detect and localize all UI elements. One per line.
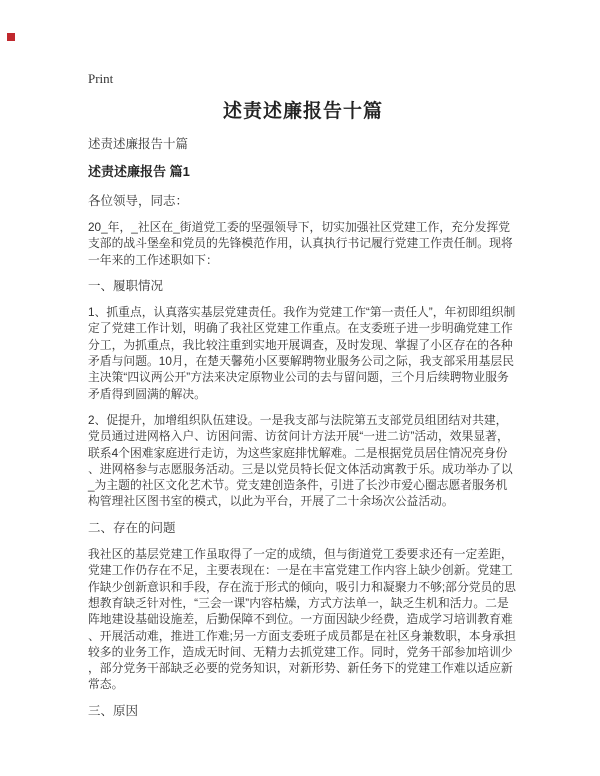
- section-2-paragraph-1: 我社区的基层党建工作虽取得了一定的成绩，但与街道党工委要求还有一定差距，党建工作仍存在不足，主要表现在：一是在丰富党建工作内容上缺少创新。党建工作缺少创新意识和手段，存在流于形式的倾向，吸引力和凝聚力不够;部分党员的思想教育缺乏针对性，“三会一课”内容枯燥，方式方法单一，缺乏生机和活力。二是阵地建设基础设施差，后勤保障不到位。一方面因缺少经费，造成学习培训教育难、开展活动难，推进工作难;另一方面支委班子成员都是在社区身兼数职，本身承担较多的业务工作，造成无时间、无精力去抓党建工作。同时，党务干部参加培训少，部分党务干部缺乏必要的党务知识，对新形势、新任务下的党建工作难以适应新常态。: [88, 547, 516, 692]
- section-heading-3: 三、原因: [88, 703, 139, 718]
- section-heading-2: 二、存在的问题: [88, 520, 176, 535]
- document-subtitle: 述责述廉报告十篇: [88, 137, 189, 151]
- report-part-heading: 述责述廉报告 篇1: [88, 164, 190, 179]
- section-heading-1: 一、履职情况: [88, 278, 164, 293]
- greeting-line: 各位领导，同志：: [88, 194, 189, 208]
- print-button[interactable]: Print: [88, 71, 114, 86]
- red-marker-square: [7, 33, 15, 41]
- section-1-paragraph-2: 2、促提升，加增组织队伍建设。一是我支部与法院第五支部党员组团结对共建，党员通过进网格入户、访困问需、访贫问计方法开展“一进二访”活动，效果显著，联系4个困难家庭进行走访，为这些家庭排忧解难。二是根据党员居住情况亮身份、进网格参与志愿服务活动。三是以党员特长促文体活动寓教于乐。成功举办了以_为主题的社区文化艺术节。党支建创造条件，引进了长沙市爱心圈志愿者服务机构管理社区图书室的模式，以此为平台，开展了二十余场次公益活动。: [88, 412, 513, 509]
- intro-paragraph: 20_年，_社区在_街道党工委的坚强领导下，切实加强社区党建工作，充分发挥党支部的战斗堡垒和党员的先锋模范作用，认真执行书记履行党建工作责任制。现将一年来的工作述职如下：: [88, 220, 513, 267]
- section-1-paragraph-1: 1、抓重点，认真落实基层党建责任。我作为党建工作“第一责任人”，年初即组织制定了党建工作计划，明确了我社区党建工作重点。在支委班子进一步明确党建工作分工，为抓重点，我比较注重到实地开展调查，及时发现、掌握了小区存在的各种矛盾与问题。10月，在楚天馨苑小区要解聘物业服务公司之际，我支部采用基层民主决策“四议两公开”方法来决定原物业公司的去与留问题，三个月后续聘物业服务矛盾得到圆满的解决。: [88, 305, 516, 401]
- page-title: 述责述廉报告十篇: [222, 101, 383, 122]
